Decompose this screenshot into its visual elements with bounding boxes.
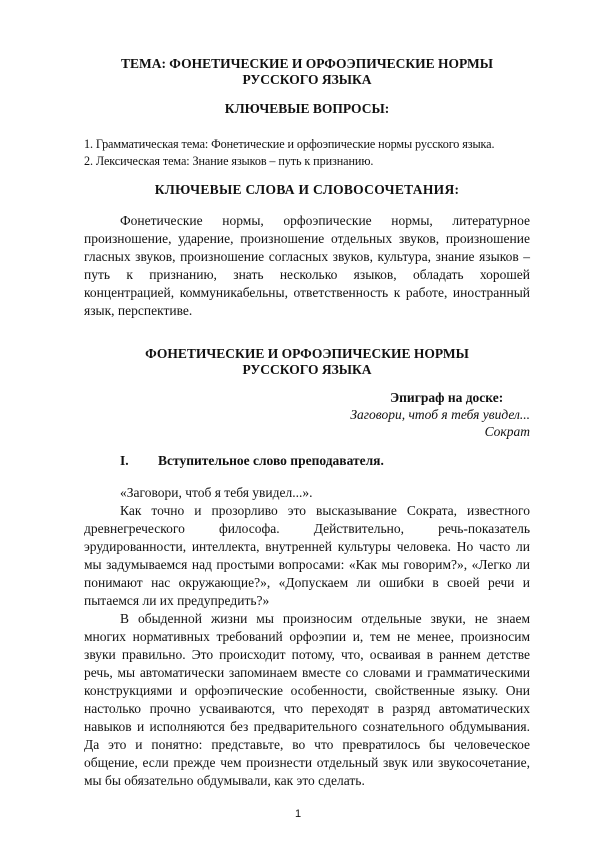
- page-title: [84, 56, 530, 88]
- part-number: I.: [120, 453, 129, 468]
- title-line-1: ТЕМА: ФОНЕТИЧЕСКИЕ И ОРФОЭПИЧЕСКИЕ НОРМЫ: [120, 56, 494, 71]
- body-text: [84, 484, 530, 790]
- question-item: 1. Грамматическая тема: Фонетические и орфоэпические нормы русского языка.: [84, 137, 495, 151]
- part-heading: [120, 453, 384, 469]
- section-title-line-1: ФОНЕТИЧЕСКИЕ И ОРФОЭПИЧЕСКИЕ НОРМЫ: [145, 346, 469, 361]
- part-title: Вступительное слово преподавателя.: [158, 453, 384, 468]
- question-item: 2. Лексическая тема: Знание языков – путь к признанию.: [84, 153, 374, 168]
- section-title: [84, 346, 530, 378]
- epigraph: [300, 389, 530, 440]
- key-questions-heading: КЛЮЧЕВЫЕ ВОПРОСЫ:: [224, 101, 390, 116]
- epigraph-heading: Эпиграф на доске:: [390, 390, 504, 405]
- section-title-line-2: РУССКОГО ЯЗЫКА: [242, 362, 372, 377]
- keywords-text: Фонетические нормы, орфоэпические нормы, литературное произношение, ударение, произношение отдельных звуков, произношение гласных звуков, произношение согласных звуков, культура, знание языков – путь к признанию, знать несколько языков, обладать хорошей концентрацией, коммуникабельны, ответственность к работе, иностранный язык, перспективе.: [84, 213, 530, 318]
- page-number: 1: [294, 808, 302, 820]
- paragraph: В обыденной жизни мы произносим отдельные звуки, не знаем многих нормативных требований орфоэпии и, тем не менее, произносим звуки правильно. Это происходит потому, что, осваивая в раннем детстве речь, мы автоматически запоминаем вместе со словами и грамматическими конструкциями и орфоэпические особенности, свойственные языку. Они настолько прочно усваиваются, что переходят в разряд автоматических навыков и исполняются без предварительного сознательного обдумывания. Да это и понятно: представьте, во что превратилось бы человеческое общение, если прежде чем произнести отдельный звук или звукосочетание, мы бы обязательно обдумывали, как это сделать.: [84, 611, 530, 788]
- paragraph: «Заговори, чтоб я тебя увидел...».: [120, 485, 313, 500]
- paragraph: Как точно и прозорливо это высказывание Сократа, известного древнегреческого философа. Действительно, речь-показатель эрудированности, интеллекта, внутренней культуры человека. Но часто ли мы задумываемся над простыми вопросами: «Как мы говорим?», «Легко ли понимают нас окружающие?», «Допускаем ли ошибки в своей речи и пытаемся ли их предупредить?»: [84, 503, 530, 608]
- epigraph-quote: Заговори, чтоб я тебя увидел...: [350, 407, 530, 422]
- questions-list: [84, 136, 554, 169]
- epigraph-author: Сократ: [484, 424, 530, 439]
- keywords-heading: КЛЮЧЕВЫЕ СЛОВА И СЛОВОСОЧЕТАНИЯ:: [154, 182, 460, 197]
- title-line-2: РУССКОГО ЯЗЫКА: [242, 72, 372, 87]
